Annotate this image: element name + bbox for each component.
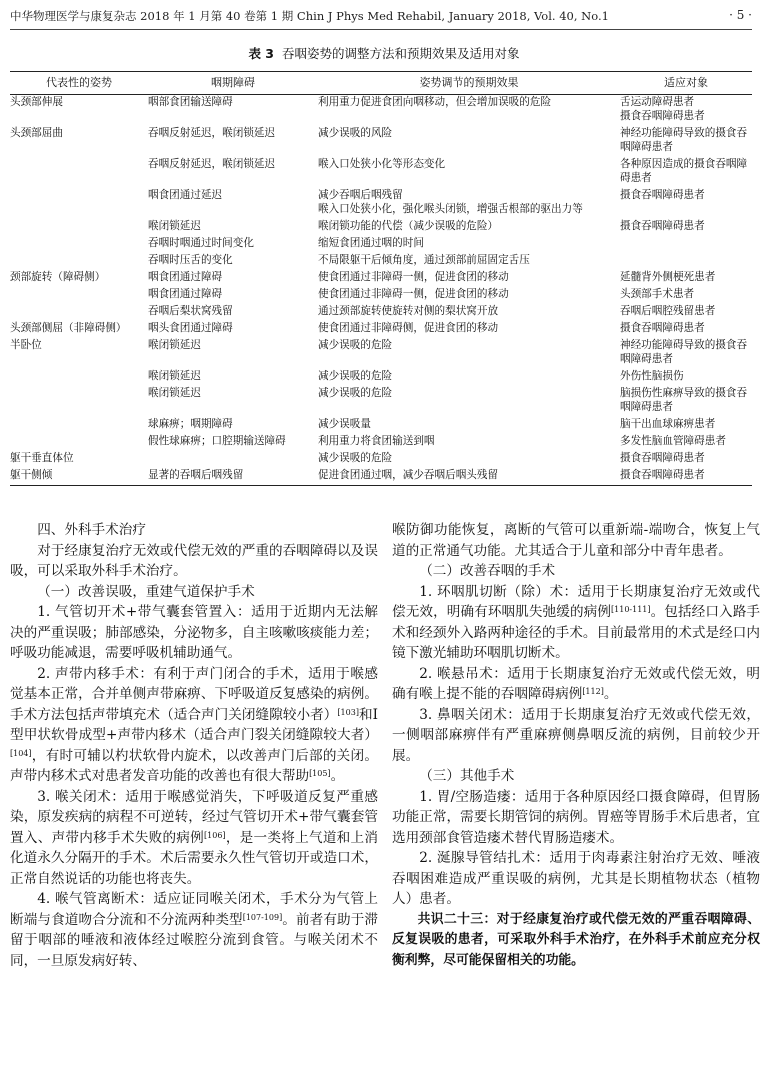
citation-ref: [110-111] xyxy=(611,605,651,614)
table-header-cell: 姿势调节的预期效果 xyxy=(318,72,620,95)
paragraph: 4. 喉气管离断术：适应证同喉关闭术，手术分为气管上断端与食道吻合分流和不分流两种类型[107-109]。前者有助于滞留于咽部的唾液和液体经过喉腔分流到食管。与喉关闭术不同，一旦原发病好转、 xyxy=(10,891,379,969)
table-row xyxy=(10,417,752,434)
citation-ref: [103] xyxy=(337,707,359,717)
table-cell: 舌运动障碍患者 摄食吞咽障碍患者 xyxy=(620,96,705,122)
table-cell: 咽头食团通过障碍 xyxy=(148,322,233,334)
citation-ref: [112] xyxy=(582,687,604,696)
paragraph: 2. 喉悬吊术：适用于长期康复治疗无效或代偿无效，明确有喉上提不能的吞咽障碍病例[112]。 xyxy=(392,665,760,702)
table-cell: 摄食吞咽障碍患者 xyxy=(620,189,705,201)
table-cell: 显著的吞咽后咽残留 xyxy=(148,468,318,486)
paragraph: 1. 环咽肌切断（除）术：适用于长期康复治疗无效或代偿无效，明确有环咽肌失弛缓的病例[110-111]。包括经口入路手术和经颈外入路两种途径的手术。目前最常用的术式是经口内镜下激光辅助环咽肌切断术。 xyxy=(392,583,761,661)
table-cell: 头颈部屈曲 xyxy=(10,127,63,139)
table-cell: 颈部旋转（障碍侧） xyxy=(10,271,106,283)
section-heading: （二）改善吞咽的手术 xyxy=(419,563,556,579)
paragraph-text: 。包括经口入路手术和经颈外入路两种途径的手术。目前最常用的术式是经口内镜下激光辅助环咽肌切断术。 xyxy=(392,604,761,661)
table-cell: 神经功能障碍导致的摄食吞咽障碍患者 xyxy=(620,127,748,153)
table-cell xyxy=(10,219,148,236)
table-row xyxy=(10,287,752,304)
table-cell xyxy=(10,434,148,451)
table-cell: 使食团通过非障碍一侧，促进食团的移动 xyxy=(318,271,509,283)
table-cell xyxy=(10,287,148,304)
table-cell: 躯干垂直体位 xyxy=(10,452,74,464)
table-cell: 减少误吸的危险 xyxy=(318,370,393,382)
table-row xyxy=(10,236,752,253)
table-cell: 脑损伤性麻痹导致的摄食吞咽障碍患者 xyxy=(620,387,748,413)
table-row xyxy=(10,338,752,369)
section-heading: （一）改善误吸，重建气道保护手术 xyxy=(37,583,255,600)
table-cell: 咽部食团输送障碍 xyxy=(148,96,233,108)
table-cell: 延髓背外侧梗死患者 xyxy=(620,271,716,283)
consensus-statement: 共识二十三：对于经康复治疗或代偿无效的严重吞咽障碍、反复误吸的患者，可采取外科手术治疗，在外科手术前应充分权衡利弊，尽可能保留相关的功能。 xyxy=(392,911,760,968)
paragraph-text: 。 xyxy=(330,768,345,784)
table-cell: 头颈部侧屈（非障碍侧） xyxy=(10,322,127,334)
table-cell: 利用重力将食团输送到咽 xyxy=(318,435,435,447)
table-header-cell: 适应对象 xyxy=(620,72,752,95)
table-cell: 缩短食团通过咽的时间 xyxy=(318,237,424,249)
left-text-column xyxy=(10,520,378,971)
table-cell: 吞咽后咽腔残留患者 xyxy=(620,305,716,317)
table-cell: 喉闭锁延迟 xyxy=(148,339,201,351)
table-cell: 喉闭锁延迟 xyxy=(148,220,201,232)
table-row xyxy=(10,434,752,451)
header-rule xyxy=(10,29,752,30)
table-cell: 各种原因造成的摄食吞咽障碍患者 xyxy=(620,158,748,184)
table-row xyxy=(10,468,752,486)
table-caption xyxy=(0,44,768,62)
table-label: 表 3 xyxy=(248,46,275,61)
page-number: · 5 · xyxy=(729,8,752,22)
table-cell: 摄食吞咽障碍患者 xyxy=(620,220,705,232)
citation-ref: [104] xyxy=(10,748,32,758)
running-header xyxy=(10,8,752,28)
table-cell: 躯干侧倾 xyxy=(10,468,148,486)
paragraph: 2. 声带内移手术：有利于声门闭合的手术，适用于喉感觉基本正常，合并单侧声带麻痹、下呼吸道反复感染的病例。手术方法包括声带填充术（适合声门关闭缝隙较小者）[103]和Ⅰ型甲状软骨成型+声带内移术（适合声门裂关闭缝隙较大者）[104]，有时可辅以杓状软骨内旋术，以改善声门后部的关闭。声带内移术式对患者发音功能的改善也有很大帮助[105]。 xyxy=(10,665,378,784)
table-cell: 减少误吸的风险 xyxy=(318,127,393,139)
table-cell: 使食团通过非障碍一侧，促进食团的移动 xyxy=(318,288,509,300)
table-cell: 摄食吞咽障碍患者 xyxy=(620,322,705,334)
table-cell xyxy=(148,451,318,468)
table-header-row xyxy=(10,72,752,95)
paragraph-text: 和Ⅰ型甲状软骨成型+声带内移术（适合声门裂关闭缝隙较大者） xyxy=(10,706,378,743)
table-cell: 喉闭锁延迟 xyxy=(148,370,201,382)
table-cell: 多发性脑血管障碍患者 xyxy=(620,435,726,447)
table-cell: 利用重力促进食团向咽移动，但会增加误吸的危险 xyxy=(318,96,552,108)
table-cell: 吞咽后梨状窝残留 xyxy=(148,305,233,317)
table-cell xyxy=(10,253,148,270)
paragraph-text: ，有时可辅以杓状软骨内旋术，以改善声门后部的关闭。声带内移术式对患者发音功能的改善也有很大帮助 xyxy=(10,747,378,784)
paragraph: 3. 喉关闭术：适用于喉感觉消失，下呼吸道反复严重感染，原发疾病的病程不可逆转，经过气管切开术+带气囊套管置入、声带内移手术失败的病例[106]，是一类将上气道和上消化道永久分隔开的手术。术后需要永久性气管切开或造口术，正常自然说话的功能也将丧失。 xyxy=(10,788,378,887)
table-cell: 咽食团通过障碍 xyxy=(148,271,223,283)
section-heading: 四、外科手术治疗 xyxy=(37,522,146,538)
table-cell: 假性球麻痹；口腔期输送障碍 xyxy=(148,435,286,447)
table-cell: 球麻痹；咽期障碍 xyxy=(148,418,233,430)
table-cell xyxy=(620,236,752,253)
paragraph-text: 。前者有助于滞留于咽部的唾液和液体经过喉腔分流到食管。与喉关闭术不同，一旦原发病好转、 xyxy=(10,911,379,969)
table-cell: 喉闭锁延迟 xyxy=(148,387,201,399)
table-cell: 外伤性脑损伤 xyxy=(620,370,684,382)
table-cell: 摄食吞咽障碍患者 xyxy=(620,468,752,486)
table-cell: 神经功能障碍导致的摄食吞咽障碍患者 xyxy=(620,339,748,365)
table-cell xyxy=(10,188,148,219)
paragraph-text: 。 xyxy=(603,686,618,702)
table-cell: 吞咽反射延迟，喉闭锁延迟 xyxy=(148,158,276,170)
table-cell xyxy=(10,304,148,321)
posture-table xyxy=(10,71,752,486)
table-cell: 喉入口处狭小化等形态变化 xyxy=(318,158,446,170)
table-row xyxy=(10,219,752,236)
paragraph: 2. 涎腺导管结扎术：适用于肉毒素注射治疗无效、唾液吞咽困难造成严重误吸的病例，尤其是长期植物状态（植物人）患者。 xyxy=(392,850,760,907)
table-row xyxy=(10,304,752,321)
table-cell: 头颈部伸展 xyxy=(10,96,63,108)
table-cell: 减少误吸量 xyxy=(318,418,371,430)
table-cell: 减少误吸的危险 xyxy=(318,339,393,351)
table-row xyxy=(10,126,752,157)
table-cell: 咽食团通过障碍 xyxy=(148,288,223,300)
table-row xyxy=(10,270,752,287)
paragraph: 3. 鼻咽关闭术：适用于长期康复治疗无效或代偿无效，一侧咽部麻痹伴有严重麻痹侧鼻咽反流的病例，目前较少开展。 xyxy=(392,706,760,764)
table-cell xyxy=(10,157,148,188)
table-cell: 咽食团通过延迟 xyxy=(148,189,223,201)
table-row xyxy=(10,157,752,188)
table-row xyxy=(10,253,752,270)
journal-citation: 中华物理医学与康复杂志 2018 年 1 月第 40 卷第 1 期 Chin J Phys Med Rehabil, January 2018, Vol. 40, No.1 xyxy=(10,9,609,23)
table-cell: 半卧位 xyxy=(10,339,42,351)
table-cell xyxy=(10,369,148,386)
paragraph: 喉防御功能恢复，离断的气管可以重新端-端吻合，恢复上气道的正常通气功能。尤其适合于儿童和部分中青年患者。 xyxy=(392,522,760,559)
paragraph: 1. 胃/空肠造瘘：适用于各种原因经口摄食障碍，但胃肠功能正常，需要长期管饲的病例。胃癌等胃肠手术后患者，宜选用颈部食管造瘘术替代胃肠造瘘术。 xyxy=(392,788,760,846)
table-cell: 脑干出血球麻痹患者 xyxy=(620,418,716,430)
table-cell xyxy=(620,253,752,270)
table-row xyxy=(10,369,752,386)
table-cell xyxy=(10,236,148,253)
table-cell: 吞咽时咽通过时间变化 xyxy=(148,237,254,249)
table-cell: 吞咽反射延迟，喉闭锁延迟 xyxy=(148,127,276,139)
table-cell: 减少误吸的危险 xyxy=(318,452,393,464)
citation-ref: [106] xyxy=(204,830,226,840)
table-cell: 通过颈部旋转使旋转对侧的梨状窝开放 xyxy=(318,305,499,317)
table-cell xyxy=(10,417,148,434)
table-cell xyxy=(10,386,148,417)
table-cell: 摄食吞咽障碍患者 xyxy=(620,452,705,464)
paragraph: 对于经康复治疗无效或代偿无效的严重的吞咽障碍以及误吸，可以采取外科手术治疗。 xyxy=(10,542,378,579)
table-header-cell: 代表性的姿势 xyxy=(10,72,148,95)
table-row xyxy=(10,95,752,127)
paragraph: 1. 气管切开术+带气囊套管置入：适用于近期内无法解决的严重误吸；肺部感染，分泌物多，自主咳嗽咳痰能力差；呼吸功能减退，需要呼吸机辅助通气。 xyxy=(10,604,378,661)
table-row xyxy=(10,451,752,468)
section-heading: （三）其他手术 xyxy=(419,768,515,784)
table-cell: 减少误吸的危险 xyxy=(318,387,393,399)
right-text-column xyxy=(392,520,760,971)
table-cell: 不局限躯干后倾角度，通过颈部前屈固定舌压 xyxy=(318,254,530,266)
citation-ref: [105] xyxy=(309,769,331,778)
citation-ref: [107-109] xyxy=(242,912,283,922)
table-cell: 吞咽时压舌的变化 xyxy=(148,254,233,266)
table-cell: 减少吞咽后咽残留 喉入口处狭小化，强化喉头闭锁，增强舌根部的驱出力等 xyxy=(318,189,583,215)
table-cell: 头颈部手术患者 xyxy=(620,288,695,300)
table-cell: 喉闭锁功能的代偿（减少误吸的危险） xyxy=(318,220,499,232)
table-cell: 使食团通过非障碍侧，促进食团的移动 xyxy=(318,322,499,334)
table-title: 吞咽姿势的调整方法和预期效果及适用对象 xyxy=(282,46,520,61)
table-row xyxy=(10,321,752,338)
table-row xyxy=(10,386,752,417)
table-cell: 促进食团通过咽，减少吞咽后咽头残留 xyxy=(318,468,620,486)
table-header-cell: 咽期障碍 xyxy=(148,72,318,95)
table-row xyxy=(10,188,752,219)
paragraph-text: ，是一类将上气道和上消化道永久分隔开的手术。术后需要永久性气管切开或造口术，正常自然说话的功能也将丧失。 xyxy=(10,829,378,887)
